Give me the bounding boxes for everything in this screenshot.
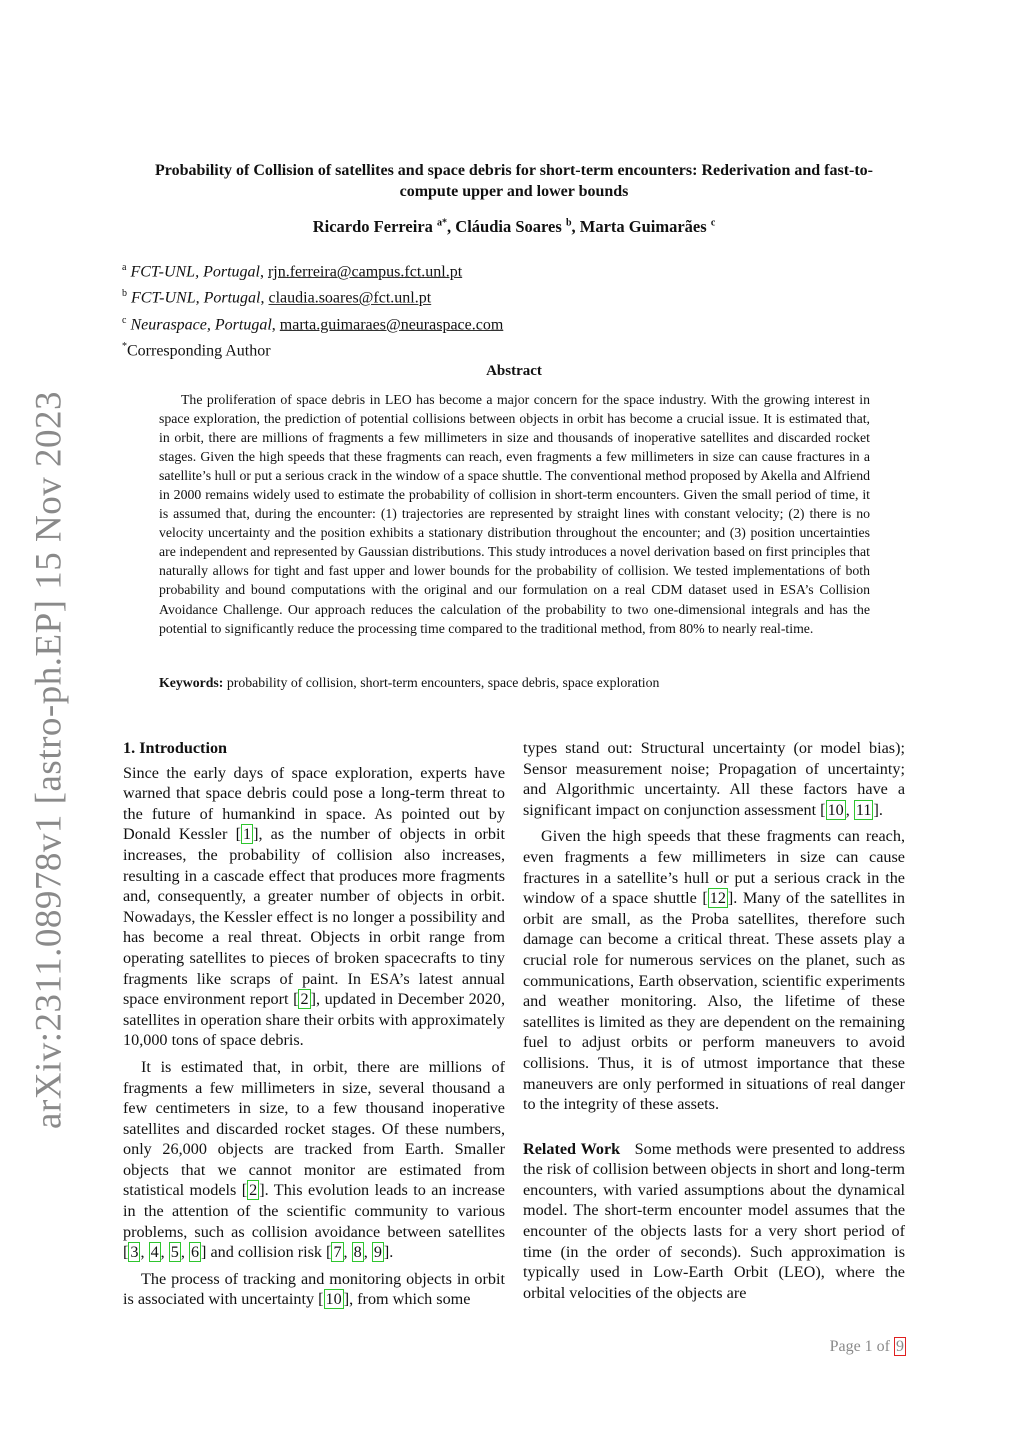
citation-link[interactable]: 5 [170,1243,179,1262]
affiliation-mark: b [122,288,127,300]
affiliation-mark: c [122,314,127,326]
page-number [830,1338,906,1356]
corresponding-text: Corresponding Author [127,342,271,360]
citation-link[interactable]: 10 [827,800,844,819]
citation-link[interactable]: 7 [333,1243,342,1262]
affiliation-name: Neuraspace, Portugal [130,315,272,333]
page-total-link[interactable]: 9 [896,1338,904,1355]
body-paragraph: Related Work Some methods were presented to address the risk of collision between objects in short and long-term encounters, with varied assumptions about the dynamical model. The short-term encounter model assumes that the encounter of the objects lasts for a very short period of time (in the order of seconds). Such approximation is typically used in Low-Earth Orbit (LEO), where the orbital velocities of the objects are [523,1139,906,1302]
keywords [159,675,870,691]
affiliation-item: $^b$ FCT-UNL, Portugal, claudia.soares@fct.unl.pt [122,288,432,307]
abstract-text: The proliferation of space debris in LEO has become a major concern for the space industry. With the growing interest in space exploration, the prediction of potential collisions between objects in orbit has become a crucial issue. It is estimated that, in orbit, there are millions of fragments a few millimeters in size and thousands of inoperative satellites and discarded rocket stages. Given the high speeds that these fragments can reach, even fragments a few millimeters in size can cause fractures in a satellite’s hull or put a serious crack in the window of a space shuttle. The conventional method proposed by Akella and Alfriend in 2000 remains widely used to estimate the probability of collision in short-term encounters. Given the small period of time, it is assumed that, during the encounter: (1) trajectories are represented by straight lines with constant velocity; (2) there is no velocity uncertainty and the position exhibits a stationary distribution throughout the encounter; and (3) position uncertainties are independent and represented by Gaussian distributions. This study introduces a novel derivation based on first principles that naturally allows for tight and fast upper and lower bounds for the probability of collision. We tested implementations of both probability and bound computations with the original and our formulation on a real CDM dataset used in ESA’s Collision Avoidance Challenge. Our approach reduces the calculation of the probability to two one-dimensional integrals and has the potential to significantly reduce the processing time compared to the traditional method, from 80% to nearly real-time. [159,392,870,636]
citation-link[interactable]: 2 [300,990,309,1009]
right-column [523,738,905,1309]
affiliation-name: FCT-UNL, Portugal [131,289,261,307]
page-label: Page 1 of [829,1338,894,1355]
affiliation-mark: a [122,262,127,273]
arxiv-identifier: arXiv:2311.08978v1 [astro-ph.EP] 15 Nov 2023 [28,391,70,1129]
citation-link[interactable]: 12 [709,889,726,908]
citation-link[interactable]: 6 [190,1243,200,1262]
email-link[interactable]: marta.guimaraes@neuraspace.com [279,315,504,333]
paper-title: Probability of Collision of satellites and space debris for short-term encounters: Rederivation and fast-to-compute upper and lower bounds [154,162,873,200]
paragraph-heading-related-work: Related Work [523,1139,621,1158]
author-mark: b [565,217,572,229]
citation-link[interactable]: 1 [242,825,252,844]
citation-link[interactable]: 8 [353,1243,362,1262]
keywords-label: Keywords: [159,675,224,690]
author-list: Ricardo Ferreira $^{a*}$, Cláudia Soares $^b$, Marta Guimarães $^c$ [312,217,716,236]
body-paragraph: Since the early days of space exploration, experts have warned that space debris could pose a long-term threat to the future of humankind in space. As pointed out by Donald Kessler [ 1 ], as the number of objects in orbit increases, the probability of collision also increases, resulting in a cascade effect that produces more fragments and, consequently, a greater number of objects in orbit. Nowadays, the Kessler effect is no longer a possibility and has become a real threat. Objects in orbit range from operating satellites to pieces of broken spacecrafts to tiny fragments like scraps of paint. In ESA’s latest annual space environment report [ 2 ], updated in December 2020, satellites in operation share their orbits with approximately 10,000 tons of space debris. [123,763,505,1050]
body-paragraph: The process of tracking and monitoring objects in orbit is associated with uncertainty [ 10 ], from which some [123,1269,505,1309]
corresponding-author-note [122,336,503,362]
body-paragraph: It is estimated that, in orbit, there are millions of fragments a few millimeters in size, several thousand a few centimeters in size, to a few thousand inoperative satellites and discarded rocket stages. Of these numbers, only 26,000 objects are tracked from Earth. Smaller objects that we cannot monitor are estimated from statistical models [ 2 ]. This evolution leads to an increase in the attention of the scientific community to various problems, such as collision avoidance between satellites [ 3 , 4 , 5 , 6 ] and collision risk [ 7 , 8 , 9 ]. [123,1057,505,1262]
author-name: Ricardo Ferreira [312,217,433,236]
author-name: Cláudia Soares [455,217,562,236]
email-link[interactable]: rjn.ferreira@campus.fct.unl.pt [267,263,463,281]
left-column [123,738,505,1316]
affiliation-mark: * [122,340,127,352]
body-paragraph: Given the high speeds that these fragments can reach, even fragments a few millimeters in size can cause fractures in a satellite’s hull or put a serious crack in the window of a space shuttle [ 12 ]. Many of the satellites in orbit are small, as the Proba satellites, therefore such damage can become a critical threat. These assets play a crucial role for numerous services on the planet, such as communications, Earth observation, scientific experiments and weather monitoring. Also, the lifetime of these satellites is limited as they are dependent on the remaining fuel to adjust orbits or perform maneuvers to avoid collisions. Thus, it is of utmost importance that these maneuvers are only performed in situations of real danger to the integrity of these assets. [523,827,905,1114]
body-paragraph: types stand out: Structural uncertainty (or model bias); Sensor measurement noise; Propagation of uncertainty; and Algorithmic uncertainty. All these factors have a significant impact on conjunction assessment [ 10 , 11 ]. [523,739,905,819]
citation-link[interactable]: 3 [130,1243,139,1262]
citation-link[interactable]: 4 [150,1243,159,1262]
email-link[interactable]: claudia.soares@fct.unl.pt [268,289,432,307]
citation-link[interactable]: 2 [249,1181,258,1200]
author-mark: a* [437,217,448,229]
citation-link[interactable]: 9 [373,1243,382,1262]
author-mark: c [710,217,716,229]
keywords-text: probability of collision, short-term encounters, space debris, space exploration [226,675,660,690]
affiliation-item: $^a$ FCT-UNL, Portugal, rjn.ferreira@campus.fct.unl.pt [122,262,463,281]
affiliation-name: FCT-UNL, Portugal [130,263,260,281]
citation-link[interactable]: 10 [325,1290,342,1309]
section-heading-introduction: 1. Introduction [123,739,228,757]
author-name: Marta Guimarães [579,217,707,236]
affiliation-item: $^c$ Neuraspace, Portugal, marta.guimaraes@neuraspace.com [122,314,504,333]
citation-link[interactable]: 11 [855,800,872,819]
abstract-heading: Abstract [486,363,542,379]
affiliation-list [122,257,503,362]
